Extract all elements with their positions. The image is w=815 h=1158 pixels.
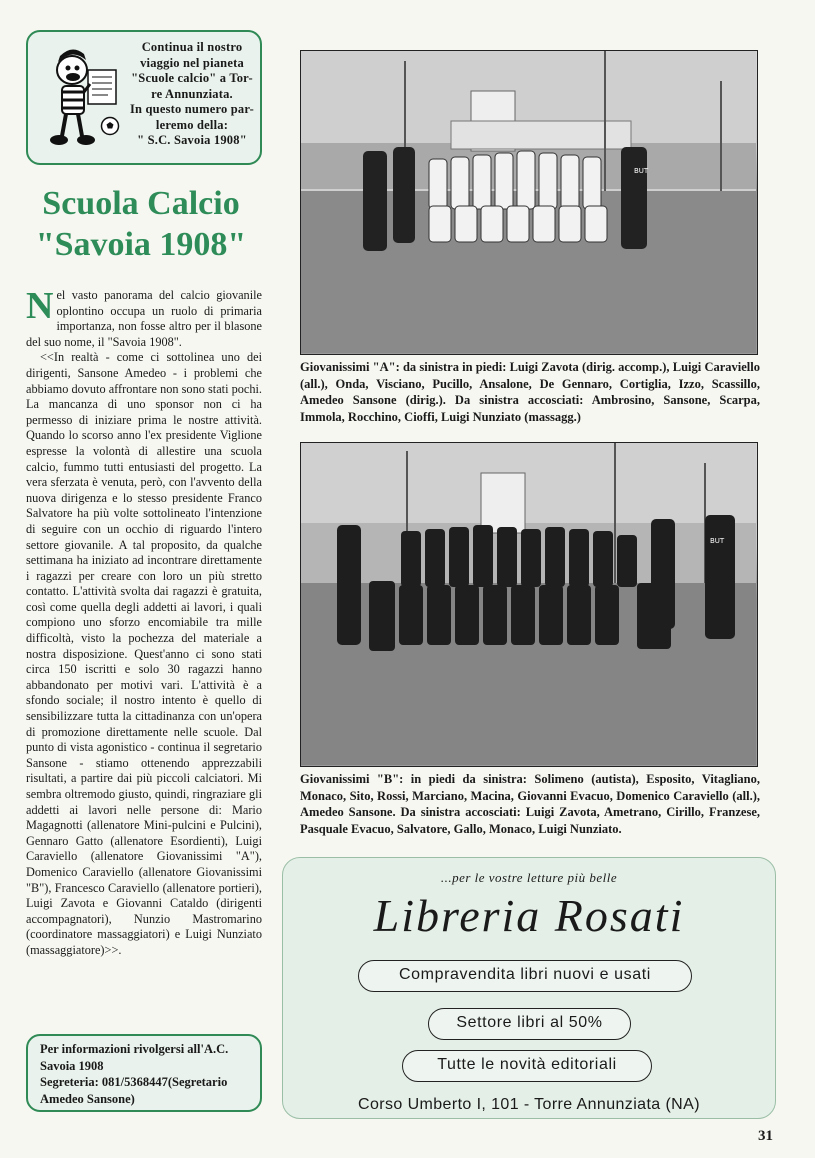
info-line: Amedeo Sansone) <box>40 1091 135 1106</box>
title-line-2: "Savoia 1908" <box>35 226 247 263</box>
intro-line: leremo della: <box>155 117 229 132</box>
info-line: Per informazioni rivolgersi all'A.C. <box>40 1042 229 1056</box>
page-number: 31 <box>758 1128 773 1144</box>
bookstore-advertisement <box>282 857 776 1119</box>
intro-line: re Annunziata. <box>151 86 233 101</box>
intro-box <box>26 30 262 165</box>
jersey-text: BUT <box>634 167 649 175</box>
page-title <box>20 183 262 265</box>
article-paragraph: <<In realtà - come ci sottolinea uno dei dirigenti, Sansone Amedeo - i problemi che abbiamo dovuto affrontare non sono stati pochi. La mancanza di uno sponsor non ci ha permesso di iniziare prima le nostre attività. Quando lo scorso anno l'ex presidente Viglione espresse la volontà di allestire una scuola calcio, fummo tutti entusiasti del progetto. La vera sferzata è venuta, però, con l'avvento della nuova dirigenza e lo stesso presidente Franco Salvatore ha più volte sottolineato l'intenzione di seguire con un occhio di riguardo l'intero settore giovanile. A tal proposito, da qualche settimana ha iniziato ad incontrare direttamente i ragazzi per creare con loro un più stretto contatto. L'attività svolta dai ragazzi è gratuita, così come quella degli addetti ai lavori, i quali compiono uno sforzo encomiabile tra mille difficoltà, visto la pochezza del materiale a nostra disposizione. Quest'anno ci sono stati circa 150 iscritti e solo 30 ragazzi hanno abbandonato per motivi vari. L'attività è a sfondo sociale; il nostro intento è quello di sensibilizzare tutta la cittadinanza con un'opera di promozione direttamente nelle scuole. Dal punto di vista agonistico - continua il segretario Sansone - stiamo ottenendo apprezzabili risultati, a partire dai più piccoli calciatori. Mi sembra oltremodo giusto, quindi, ringraziare gli addetti ai lavori nelle persone di: Mario Magagnotti (allenatore Mini-pulcini e Pulcini), Gennaro Gatto (allenatore Esordienti), Luigi Caraviello (allenatore Giovanissimi "A"), Domenico Caraviello (allenatore Giovanissimi "B"), Francesco Caraviello (allenatore portieri), Luigi Zavota e Giovanni Cataldo (dirigenti accompagnatori), Nunzio Mastromarino (coordinatore massaggiatori) e Luigi Nunziato (massaggiatore)>>. <box>26 350 262 957</box>
info-text <box>40 1041 255 1107</box>
ad-offer-new-releases: Tutte le novità editoriali <box>402 1050 652 1082</box>
info-box <box>26 1034 262 1112</box>
ad-store-name: Libreria Rosati <box>373 890 685 941</box>
team-photo-giovanissimi-a <box>300 50 758 355</box>
info-line: Savoia 1908 <box>40 1058 104 1073</box>
photo-caption-a: Giovanissimi "A": da sinistra in piedi: Luigi Zavota (dirig. accomp.), Luigi Caraviello (all.), Onda, Visciano, Pucillo, Ansalone, De Gennaro, Cortiglia, Izzo, Scassillo, Amedeo Sansone (dirig.). Da sinistra accosciati: Ambrosino, Sansone, Scarpa, Immola, Rocchino, Cioffi, Luigi Nunziato (massagg.) <box>300 360 760 424</box>
article-body <box>26 285 262 959</box>
mascot-illustration <box>44 44 124 154</box>
team-photo-giovanissimi-b <box>300 442 758 767</box>
ad-offer-discount: Settore libri al 50% <box>428 1008 631 1040</box>
intro-line: " S.C. Savoia 1908" <box>137 133 247 147</box>
paragraph-text: el vasto panorama del calcio giovanile oplontino occupa un ruolo di primaria importanza, non fosse altro per il blasone del suo nome, il "Savoia 1908". <box>26 288 262 349</box>
photo-caption-b: Giovanissimi "B": in piedi da sinistra: Solimeno (autista), Esposito, Vitagliano, Monaco, Sito, Rossi, Marciano, Macina, Giovanni Evacuo, Domenico Caraviello (all.), Amedeo Sansone. Da sinistra accosciati: Luigi Zavota, Ametrano, Cirillo, Franzese, Pasquale Evacuo, Salvatore, Gallo, Monaco, Luigi Nunziato. <box>300 772 760 836</box>
intro-text <box>126 40 258 149</box>
ad-offer-used-books: Compravendita libri nuovi e usati <box>358 960 692 992</box>
jersey-text: BUT <box>710 537 725 545</box>
intro-line: In questo numero par- <box>129 102 254 116</box>
intro-line: "Scuole calcio" a Tor- <box>131 71 253 85</box>
title-line-1: Scuola Calcio <box>42 185 240 222</box>
soccer-ball-icon <box>100 116 120 136</box>
article-paragraph <box>26 285 262 350</box>
info-line: Segreteria: 081/5368447(Segretario <box>40 1075 228 1089</box>
drop-cap: N <box>26 285 54 327</box>
ad-address: Corso Umberto I, 101 - Torre Annunziata (NA) <box>358 1096 700 1113</box>
intro-line: viaggio nel pianeta <box>140 55 244 70</box>
ad-tagline: ...per le vostre letture più belle <box>440 870 618 885</box>
intro-line: Continua il nostro <box>141 40 243 54</box>
